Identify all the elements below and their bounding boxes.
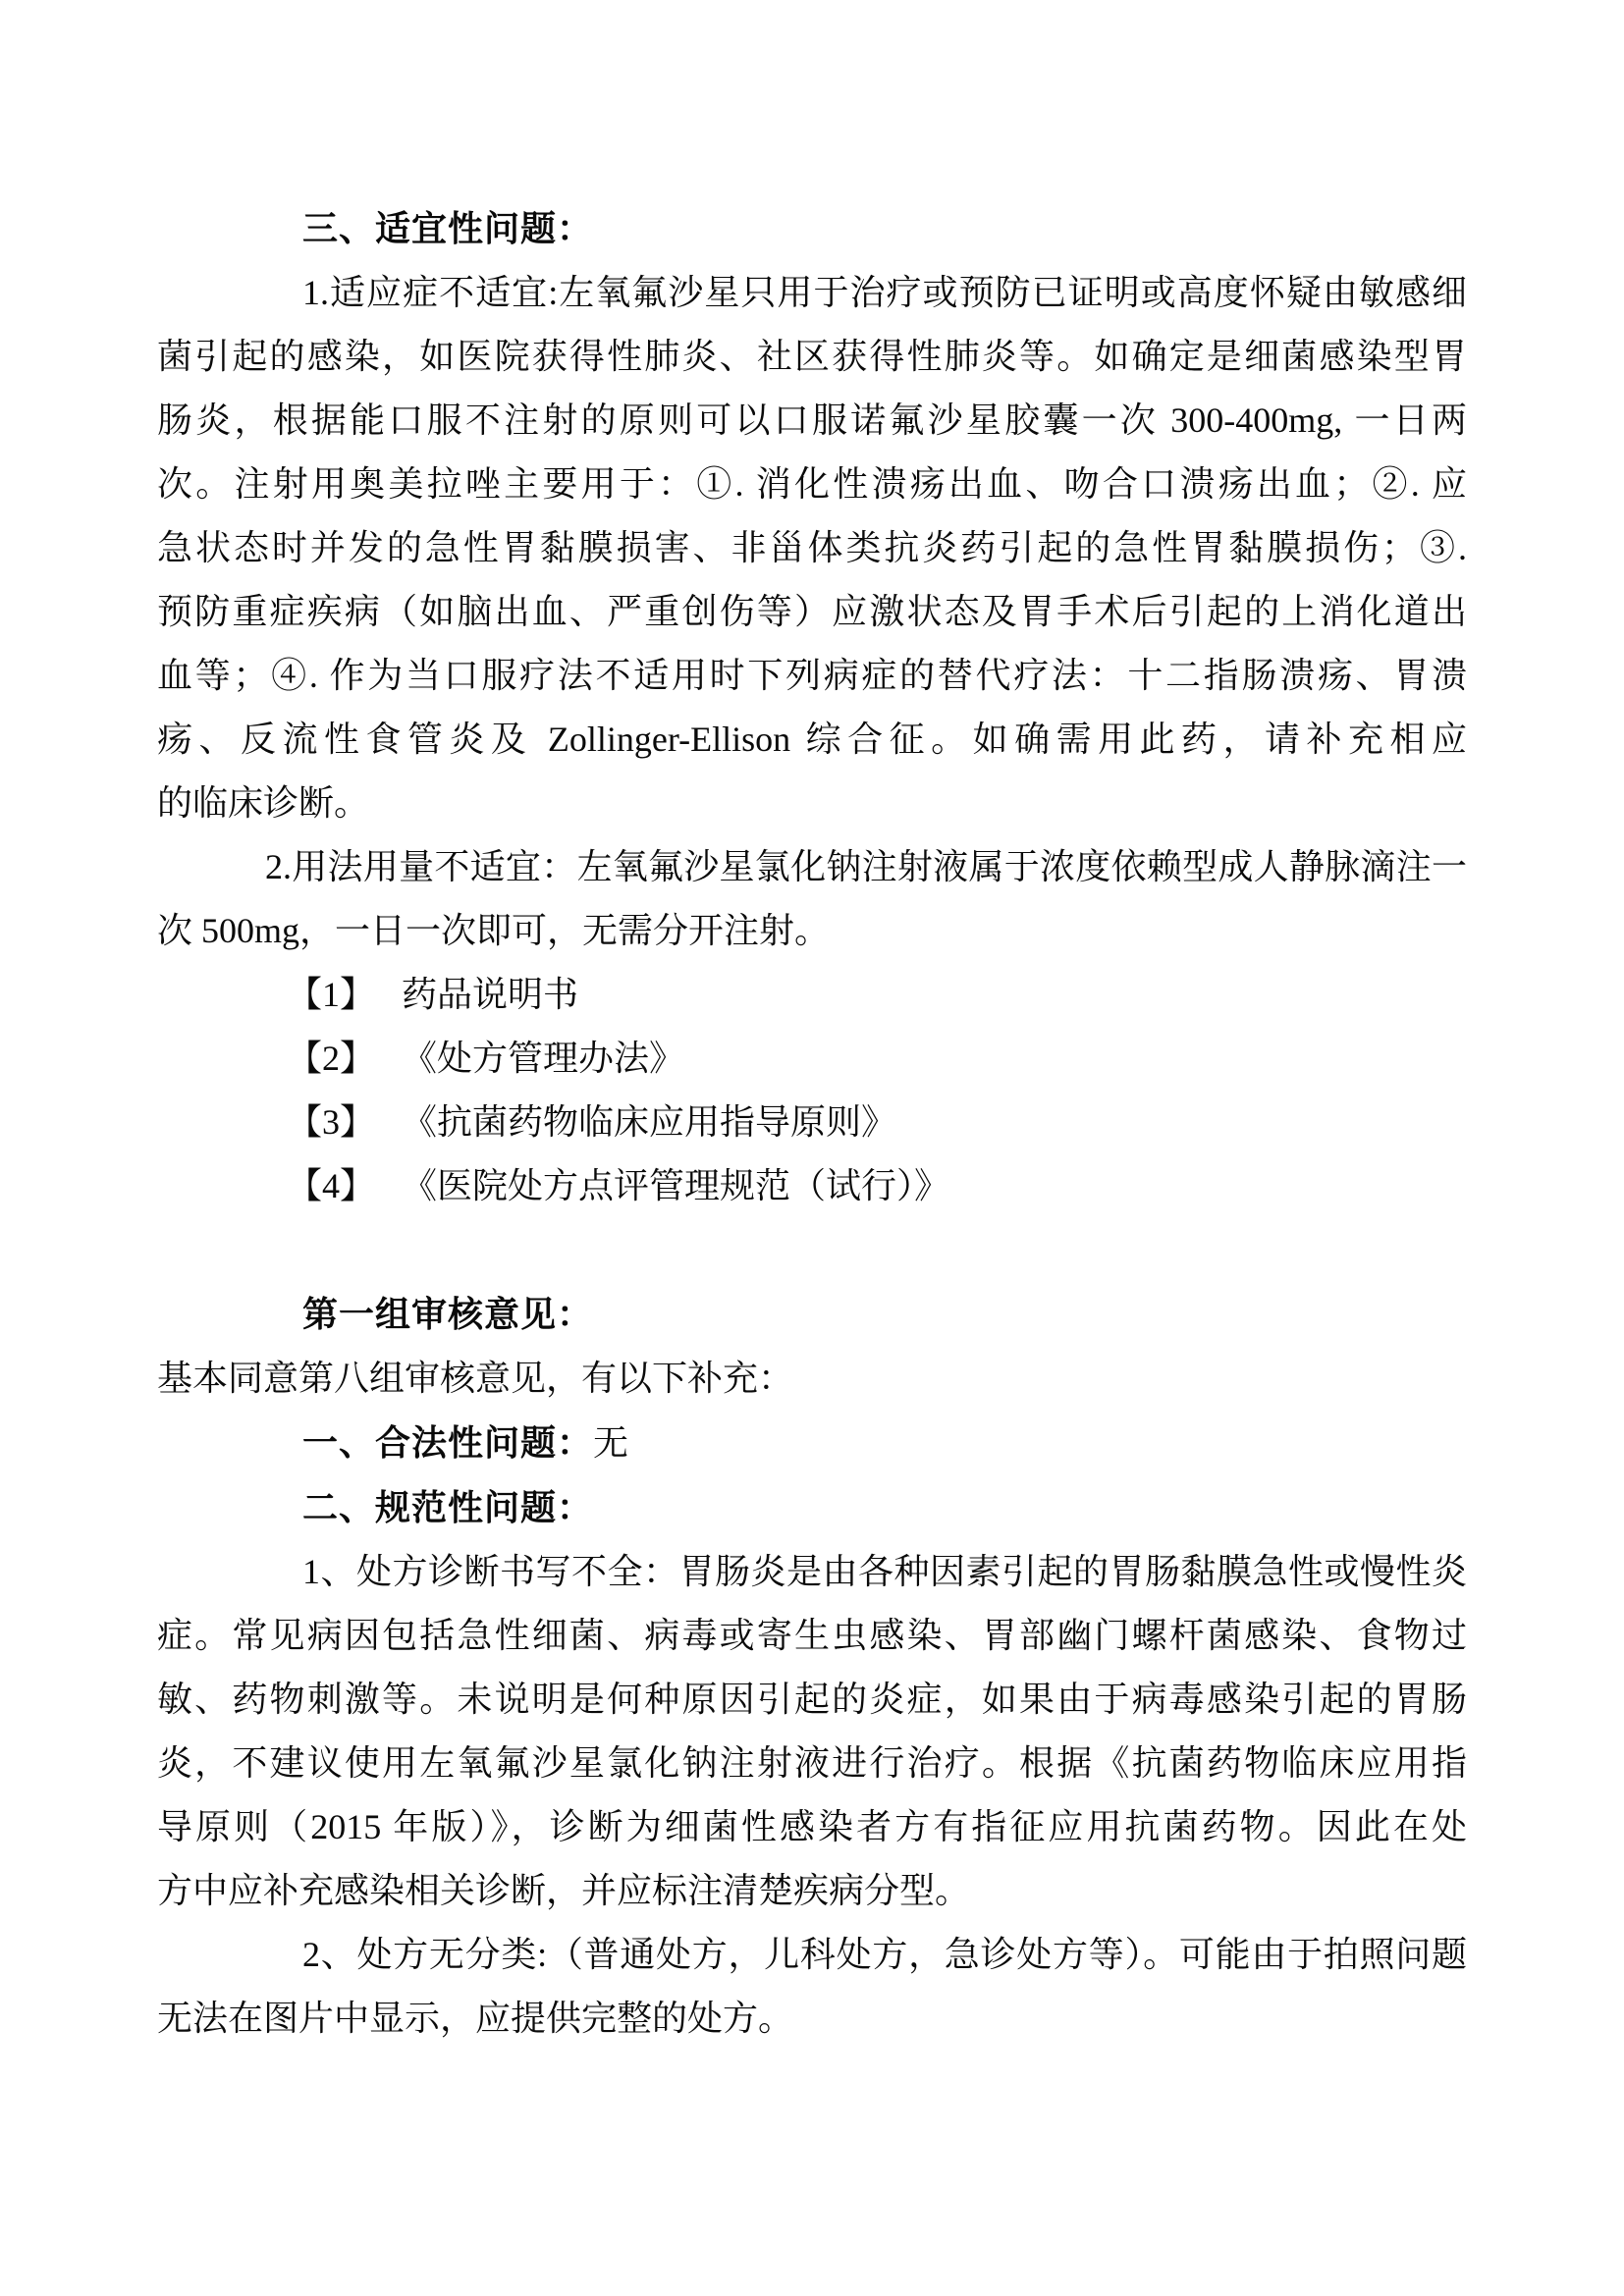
para-classification-line: 无法在图片中显示，应提供完整的处方。 <box>157 1999 794 2038</box>
para-dosage-line: 2.用法用量不适宜：左氧氟沙星氯化钠注射液属于浓度依赖型成人静脉滴注一 <box>265 847 1467 886</box>
para-indication-line: 的临床诊断。 <box>157 783 370 823</box>
para-diagnosis-line: 方中应补充感染相关诊断，并应标注清楚疾病分型。 <box>157 1871 971 1910</box>
para-diagnosis-line: 1、处方诊断书写不全：胃肠炎是由各种因素引起的胃肠黏膜急性或慢性炎 <box>302 1552 1467 1591</box>
reference-item-1: 【1】 药品说明书 <box>287 975 579 1014</box>
para-diagnosis-line: 导原则（2015 年版）》，诊断为细菌性感染者方有指征应用抗菌药物。因此在处 <box>157 1807 1467 1846</box>
para-dosage-line: 次 500mg，一日一次即可，无需分开注射。 <box>157 911 831 950</box>
para-indication-line: 疡、反流性食管炎及 Zollinger-Ellison 综合征。如确需用此药，请补充相应 <box>157 720 1467 759</box>
para-indication-line: 急状态时并发的急性胃黏膜损害、非甾体类抗炎药引起的急性胃黏膜损伤；③. <box>157 528 1467 567</box>
para-indication-line: 预防重症疾病（如脑出血、严重创伤等）应激状态及胃手术后引起的上消化道出 <box>157 592 1467 631</box>
heading-standardization-issues: 二、规范性问题： <box>302 1487 594 1527</box>
para-indication-line: 菌引起的感染，如医院获得性肺炎、社区获得性肺炎等。如确定是细菌感染型胃 <box>157 337 1467 376</box>
para-diagnosis-line: 炎，不建议使用左氧氟沙星氯化钠注射液进行治疗。根据《抗菌药物临床应用指 <box>157 1743 1467 1783</box>
para-diagnosis-line: 敏、药物刺激等。未说明是何种原因引起的炎症，如果由于病毒感染引起的胃肠 <box>157 1680 1467 1719</box>
para-indication-line: 血等；④. 作为当口服疗法不适用时下列病症的替代疗法：十二指肠溃疡、胃溃 <box>157 656 1467 695</box>
para-indication-line: 次。注射用奥美拉唑主要用于：①. 消化性溃疡出血、吻合口溃疡出血；②. 应 <box>157 464 1467 504</box>
document-content <box>157 196 1467 2051</box>
blank-line <box>157 1218 1467 1282</box>
para-indication-line: 1.适应症不适宜:左氧氟沙星只用于治疗或预防已证明或高度怀疑由敏感细 <box>302 273 1467 312</box>
reference-item-4: 【4】 《医院处方点评管理规范（试行）》 <box>287 1166 950 1205</box>
para-agree-line: 基本同意第八组审核意见，有以下补充： <box>157 1359 794 1398</box>
heading-suitability-issues: 三、适宜性问题： <box>302 208 594 248</box>
heading-legality-issues: 一、合法性问题：无 <box>302 1422 629 1463</box>
para-indication-line: 肠炎，根据能口服不注射的原则可以口服诺氟沙星胶囊一次 300-400mg, 一日两 <box>157 400 1467 440</box>
reference-item-3: 【3】 《抗菌药物临床应用指导原则》 <box>287 1102 897 1142</box>
heading-group1-opinion: 第一组审核意见： <box>302 1294 594 1334</box>
para-classification-line: 2、处方无分类:（普通处方，儿科处方，急诊处方等）。可能由于拍照问题 <box>302 1935 1467 1974</box>
para-diagnosis-line: 症。常见病因包括急性细菌、病毒或寄生虫感染、胃部幽门螺杆菌感染、食物过 <box>157 1616 1467 1655</box>
reference-item-2: 【2】 《处方管理办法》 <box>287 1039 685 1078</box>
